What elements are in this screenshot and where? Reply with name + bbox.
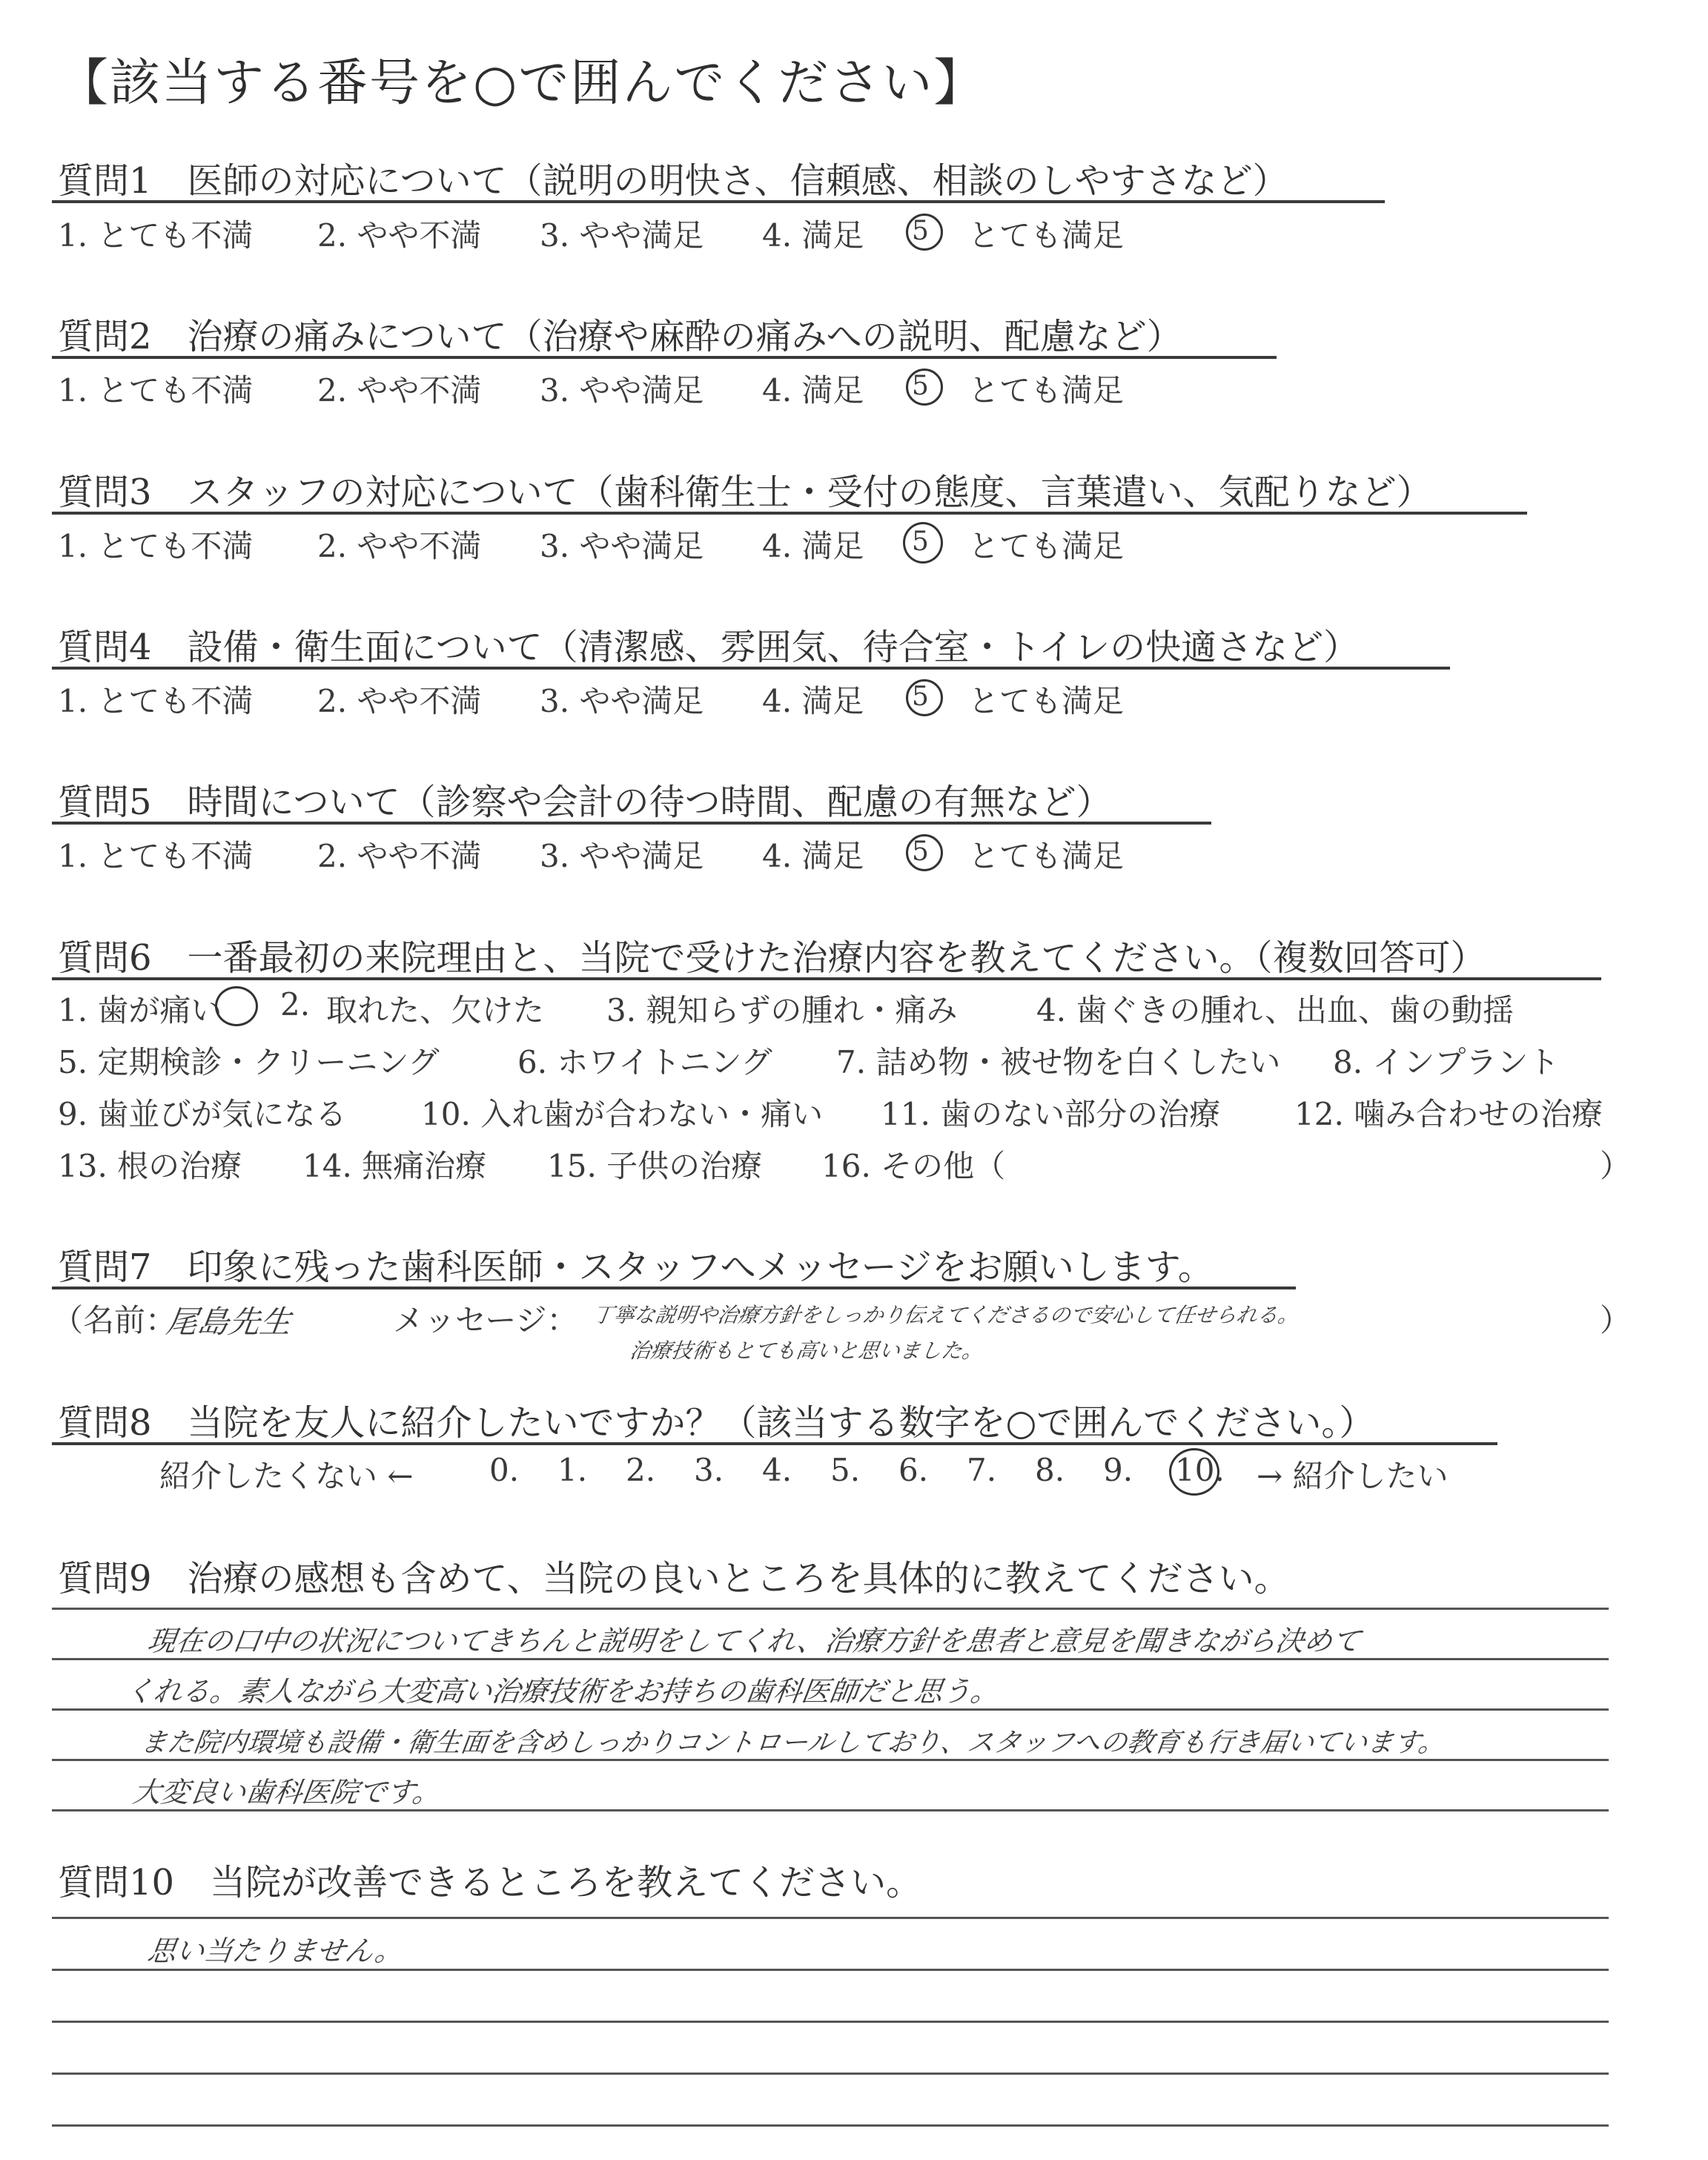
option-10[interactable]: 10. 入れ歯が合わない・痛い (421, 1096, 824, 1132)
option-4[interactable]: 4. 満足 (762, 528, 864, 564)
answer-line (52, 2124, 1609, 2127)
scale-8[interactable]: 8. (1035, 1452, 1065, 1488)
option-4[interactable]: 4. 満足 (762, 683, 864, 719)
scale-1[interactable]: 1. (557, 1452, 588, 1488)
scale-right-label: → 紹介したい (1257, 1458, 1449, 1494)
answer-text-line-4[interactable]: 大変良い歯科医院です。 (130, 1776, 443, 1809)
option-3[interactable]: 3. やや満足 (540, 838, 704, 874)
selection-circle (906, 369, 943, 406)
question-2-underline (52, 356, 1277, 359)
answer-text-line-2[interactable]: くれる。素人ながら大変高い治療技術をお持ちの歯科医師だと思う。 (123, 1675, 1002, 1708)
selection-circle (906, 214, 943, 251)
option-5-selected[interactable]: 5 (912, 681, 929, 712)
option-14[interactable]: 14. 無痛治療 (302, 1148, 487, 1184)
message-line-1[interactable]: 丁寧な説明や治療方針をしっかり伝えてくださるので安心して任せられる。 (591, 1303, 1301, 1327)
option-1[interactable]: 1. 歯が痛い (58, 992, 222, 1028)
scale-4[interactable]: 4. (762, 1452, 792, 1488)
question-9-title: 質問9 治療の感想も含めて、当院の良いところを具体的に教えてください。 (58, 1558, 1290, 1599)
option-2-selected[interactable]: 2. (280, 986, 311, 1023)
option-2[interactable]: 2. やや不満 (317, 683, 482, 719)
question-3-underline (52, 512, 1527, 515)
option-11[interactable]: 11. 歯のない部分の治療 (881, 1096, 1221, 1132)
option-1[interactable]: 1. とても不満 (58, 372, 254, 409)
question-6-underline (52, 977, 1601, 980)
option-5-label: とても満足 (968, 683, 1125, 719)
question-7-title: 質問7 印象に残った歯科医師・スタッフへメッセージをお願いします。 (58, 1246, 1214, 1288)
option-1[interactable]: 1. とても不満 (58, 683, 254, 719)
option-13[interactable]: 13. 根の治療 (58, 1148, 242, 1184)
answer-text-line-1[interactable]: 思い当たりません。 (145, 1935, 406, 1967)
scale-2[interactable]: 2. (626, 1452, 656, 1488)
option-15[interactable]: 15. 子供の治療 (547, 1148, 763, 1184)
option-8[interactable]: 8. インプラント (1333, 1044, 1560, 1080)
question-2-title: 質問2 治療の痛みについて（治療や麻酔の痛みへの説明、配慮など） (58, 316, 1182, 357)
question-8-title: 質問8 当院を友人に紹介したいですか？（該当する数字を○で囲んでください。） (58, 1402, 1375, 1444)
option-3[interactable]: 3. 親知らずの腫れ・痛み (606, 992, 958, 1028)
option-5-label: とても満足 (968, 372, 1125, 409)
message-line-2[interactable]: 治療技術もとても高いと思いました。 (628, 1338, 985, 1363)
option-5-label: とても満足 (968, 528, 1125, 564)
option-7[interactable]: 7. 詰め物・被せ物を白くしたい (836, 1044, 1281, 1080)
scale-0[interactable]: 0. (489, 1452, 520, 1488)
selection-circle (215, 986, 258, 1026)
page-title: 【該当する番号を○で囲んでください】 (58, 54, 986, 113)
name-label: （名前： (52, 1302, 177, 1338)
question-4-title: 質問4 設備・衛生面について（清潔感、雰囲気、待合室・トイレの快適さなど） (58, 627, 1360, 668)
question-5-title: 質問5 時間について（診察や会計の待つ時間、配慮の有無など） (58, 782, 1112, 823)
selection-circle (1169, 1448, 1219, 1496)
scale-9[interactable]: 9. (1103, 1452, 1133, 1488)
scale-3[interactable]: 3. (694, 1452, 724, 1488)
option-3[interactable]: 3. やや満足 (540, 217, 704, 254)
option-5-selected[interactable]: 5 (912, 526, 929, 557)
option-3[interactable]: 3. やや満足 (540, 372, 704, 409)
answer-text-line-3[interactable]: また院内環境も設備・衛生面を含めしっかりコントロールしており、スタッフへの教育も行き届いています。 (138, 1728, 1448, 1758)
question-3-title: 質問3 スタッフの対応について（歯科衛生士・受付の態度、言葉遣い、気配りなど） (58, 472, 1432, 513)
option-5-selected[interactable]: 5 (912, 216, 929, 246)
scale-5[interactable]: 5. (830, 1452, 861, 1488)
option-2-label: 取れた、欠けた (326, 992, 545, 1028)
option-2[interactable]: 2. やや不満 (317, 217, 482, 254)
option-4[interactable]: 4. 満足 (762, 372, 864, 409)
option-3[interactable]: 3. やや満足 (540, 683, 704, 719)
option-1[interactable]: 1. とても不満 (58, 838, 254, 874)
question-7-underline (52, 1287, 1296, 1289)
option-5[interactable]: 5. 定期検診・クリーニング (58, 1044, 440, 1080)
option-9[interactable]: 9. 歯並びが気になる (58, 1096, 347, 1132)
message-close: ） (1600, 1302, 1632, 1338)
selection-circle (906, 679, 943, 716)
scale-7[interactable]: 7. (967, 1452, 997, 1488)
answer-text-line-1[interactable]: 現在の口中の状況についてきちんと説明をしてくれ、治療方針を患者と意見を聞きながら決めて (145, 1625, 1363, 1657)
scale-left-label: 紹介したくない ← (159, 1458, 414, 1494)
question-10-title: 質問10 当院が改善できるところを教えてください。 (58, 1862, 922, 1903)
option-2[interactable]: 2. やや不満 (317, 838, 482, 874)
option-5-label: とても満足 (968, 838, 1125, 874)
answer-line (52, 1917, 1609, 1919)
selection-circle (906, 834, 943, 871)
option-2[interactable]: 2. やや不満 (317, 372, 482, 409)
option-6[interactable]: 6. ホワイトニング (517, 1044, 772, 1080)
question-1-underline (52, 200, 1385, 203)
option-5-selected[interactable]: 5 (912, 371, 929, 401)
question-5-underline (52, 822, 1211, 825)
option-4[interactable]: 4. 満足 (762, 217, 864, 254)
option-16[interactable]: 16. その他（ (821, 1148, 1006, 1184)
question-4-underline (52, 667, 1450, 670)
question-1-title: 質問1 医師の対応について（説明の明快さ、信頼感、相談のしやすさなど） (58, 160, 1288, 202)
option-1[interactable]: 1. とても不満 (58, 217, 254, 254)
scale-6[interactable]: 6. (898, 1452, 929, 1488)
option-12[interactable]: 12. 噛み合わせの治療 (1294, 1096, 1603, 1132)
message-label: メッセージ： (393, 1302, 578, 1338)
question-8-underline (52, 1442, 1497, 1445)
option-1[interactable]: 1. とても不満 (58, 528, 254, 564)
scale-10-selected[interactable]: 10. (1175, 1452, 1225, 1488)
option-4[interactable]: 4. 満足 (762, 838, 864, 874)
option-16-close: ） (1600, 1148, 1632, 1184)
selection-circle (903, 522, 943, 564)
answer-line (52, 2021, 1609, 2023)
option-2[interactable]: 2. やや不満 (317, 528, 482, 564)
answer-line (52, 1969, 1609, 1971)
option-5-selected[interactable]: 5 (912, 836, 929, 867)
question-6-title: 質問6 一番最初の来院理由と、当院で受けた治療内容を教えてください。（複数回答可） (58, 937, 1486, 979)
name-value[interactable]: 尾島先生 (164, 1304, 294, 1340)
option-3[interactable]: 3. やや満足 (540, 528, 704, 564)
option-4[interactable]: 4. 歯ぐきの腫れ、出血、歯の動揺 (1036, 992, 1514, 1028)
answer-line (52, 1608, 1609, 1610)
answer-line (52, 2073, 1609, 2075)
option-5-label: とても満足 (968, 217, 1125, 254)
